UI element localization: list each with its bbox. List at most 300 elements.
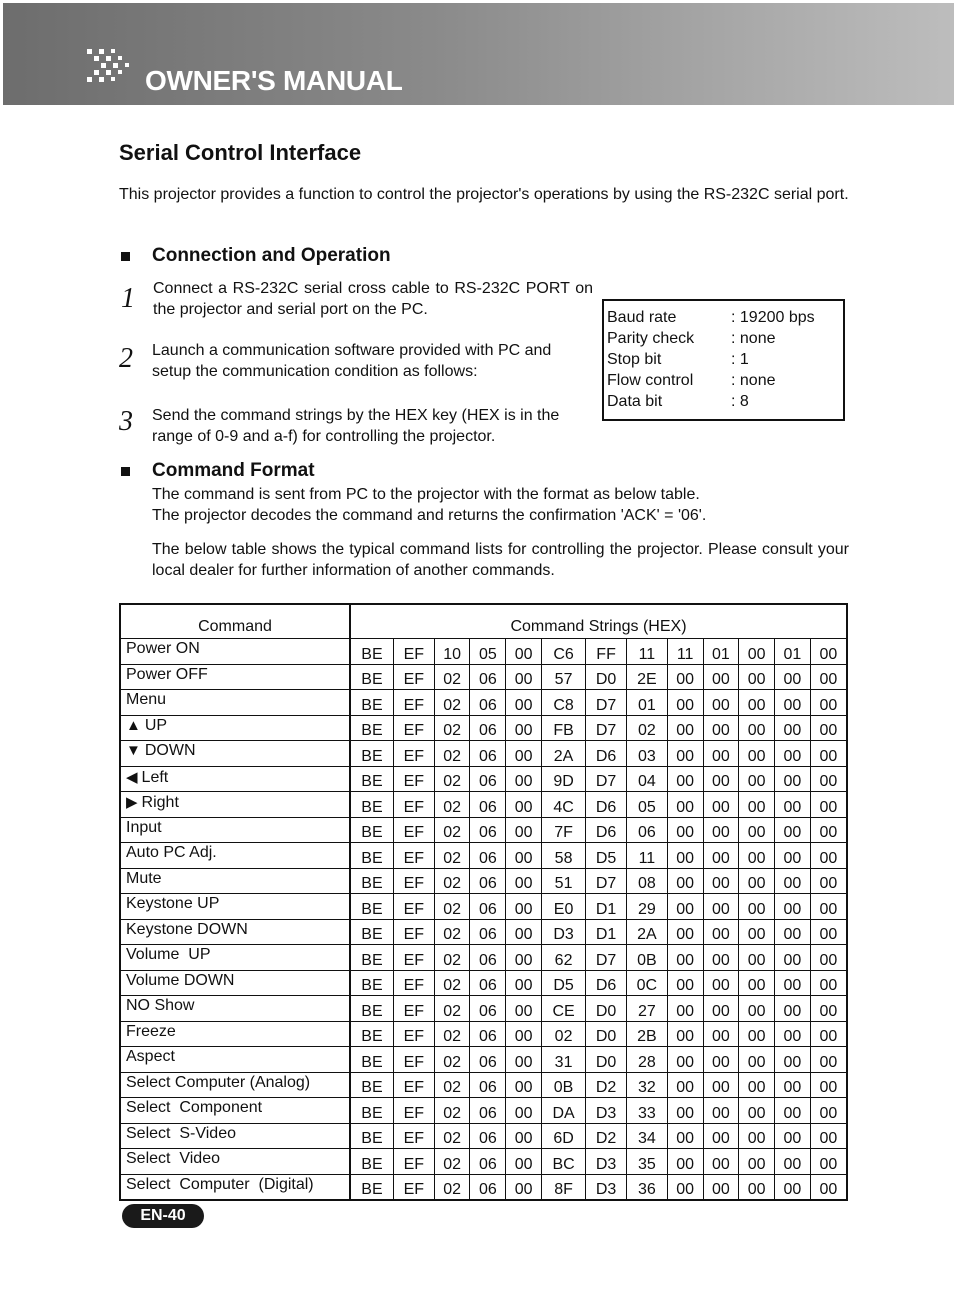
hex-cell: 00 (703, 690, 739, 716)
hex-cell: 00 (739, 792, 775, 818)
step-number: 2 (119, 343, 133, 374)
hex-cell: 00 (775, 715, 811, 741)
hex-cell: 00 (810, 1098, 847, 1124)
hex-cell: 00 (775, 945, 811, 971)
command-name: Volume DOWN (126, 971, 235, 989)
command-name: Power OFF (126, 665, 208, 683)
hex-cell: 00 (810, 639, 847, 665)
hex-cell: 02 (541, 1021, 585, 1047)
hex-cell: 00 (703, 894, 739, 920)
setting-key: Baud rate (607, 309, 677, 326)
hex-cell: BE (350, 690, 393, 716)
hex-cell: 00 (506, 970, 542, 996)
command-name-cell (120, 1123, 350, 1149)
command-name-cell (120, 766, 350, 792)
hex-cell: EF (393, 792, 434, 818)
arrow-icon: ◀ (126, 768, 138, 786)
hex-cell: EF (393, 843, 434, 869)
hex-cell: 27 (626, 996, 667, 1022)
hex-cell: 00 (667, 817, 703, 843)
hex-cell: 00 (667, 1149, 703, 1175)
hex-cell: EF (393, 664, 434, 690)
hex-cell: 8F (541, 1174, 585, 1200)
hex-cell: EF (393, 766, 434, 792)
arrow-icon: ▲ (126, 716, 141, 734)
setting-key: Data bit (607, 393, 663, 410)
hex-cell: 00 (810, 1047, 847, 1073)
hex-cell: EF (393, 1072, 434, 1098)
setting-value: : 1 (731, 351, 749, 368)
table-row (120, 690, 847, 716)
command-name-cell (120, 792, 350, 818)
step-text: Connect a RS-232C serial cross cable to RS-232C PORT on the projector and serial port on the PC. (153, 280, 593, 318)
hex-cell: D6 (586, 792, 627, 818)
communication-settings-box (602, 299, 845, 421)
hex-cell: 00 (739, 1021, 775, 1047)
hex-cell: 00 (810, 792, 847, 818)
hex-cell: 00 (506, 792, 542, 818)
hex-cell: 00 (703, 792, 739, 818)
hex-cell: 00 (667, 919, 703, 945)
hex-cell: 00 (703, 970, 739, 996)
command-name: Select Component (126, 1099, 263, 1116)
hex-cell: FB (541, 715, 585, 741)
hex-cell: 00 (667, 1047, 703, 1073)
hex-cell: 00 (775, 1098, 811, 1124)
hex-cell: D7 (586, 690, 627, 716)
hex-cell: EF (393, 1047, 434, 1073)
hex-cell: 02 (434, 741, 470, 767)
hex-cell: 06 (470, 766, 506, 792)
hex-cell: 00 (810, 1149, 847, 1175)
hex-cell: 00 (775, 792, 811, 818)
hex-cell: 00 (703, 741, 739, 767)
table-row (120, 792, 847, 818)
hex-cell: 0B (541, 1072, 585, 1098)
arrow-icon: ▼ (126, 742, 141, 759)
hex-cell: 11 (667, 639, 703, 665)
hex-cell: D6 (586, 741, 627, 767)
hex-cell: 02 (434, 945, 470, 971)
hex-cell: BE (350, 766, 393, 792)
bullet-square-icon (121, 252, 130, 261)
hex-cell: 00 (506, 1047, 542, 1073)
hex-cell: 29 (626, 894, 667, 920)
hex-cell: 06 (470, 1174, 506, 1200)
hex-cell: D3 (586, 1174, 627, 1200)
hex-cell: 02 (434, 1098, 470, 1124)
hex-cell: 00 (775, 690, 811, 716)
hex-cell: 00 (810, 996, 847, 1022)
hex-cell: 00 (667, 792, 703, 818)
hex-cell: EF (393, 945, 434, 971)
command-table (119, 603, 848, 1201)
hex-cell: 00 (775, 1123, 811, 1149)
hex-cell: 00 (810, 919, 847, 945)
hex-cell: 00 (667, 970, 703, 996)
hex-cell: 06 (470, 792, 506, 818)
hex-cell: 00 (667, 1174, 703, 1200)
hex-cell: 00 (506, 766, 542, 792)
hex-cell: 00 (775, 741, 811, 767)
command-name: Auto PC Adj. (126, 844, 217, 861)
setting-row (607, 328, 843, 349)
hex-cell: 02 (434, 894, 470, 920)
hex-cell: D1 (586, 919, 627, 945)
hex-cell: 00 (703, 664, 739, 690)
command-name-cell (120, 690, 350, 716)
hex-cell: BE (350, 1072, 393, 1098)
hex-cell: 00 (739, 996, 775, 1022)
table-row (120, 868, 847, 894)
hex-cell: 00 (506, 1123, 542, 1149)
hex-cell: 06 (470, 817, 506, 843)
hex-cell: 00 (739, 843, 775, 869)
command-name: Left (141, 768, 169, 786)
hex-cell: 06 (470, 690, 506, 716)
hex-cell: 4C (541, 792, 585, 818)
step-number: 3 (119, 406, 133, 437)
hex-cell: 06 (470, 741, 506, 767)
command-name-cell (120, 1174, 350, 1200)
hex-cell: 02 (434, 766, 470, 792)
format-line-1: The command is sent from PC to the projector with the format as below table. (152, 486, 700, 503)
command-name-cell (120, 639, 350, 665)
format-line-2: The projector decodes the command and returns the confirmation 'ACK' = '06'. (152, 507, 707, 524)
hex-cell: 00 (506, 1174, 542, 1200)
hex-cell: 00 (703, 1123, 739, 1149)
hex-cell: 58 (541, 843, 585, 869)
hex-cell: 00 (810, 690, 847, 716)
hex-cell: D5 (586, 843, 627, 869)
table-row (120, 1021, 847, 1047)
command-name: Select S-Video (126, 1124, 236, 1142)
hex-cell: 06 (470, 919, 506, 945)
hex-cell: 00 (667, 690, 703, 716)
hex-cell: 00 (775, 970, 811, 996)
hex-cell: 00 (739, 1149, 775, 1175)
hex-cell: 02 (434, 843, 470, 869)
hex-cell: 00 (667, 1123, 703, 1149)
setting-value: : none (731, 372, 776, 389)
hex-cell: 00 (667, 996, 703, 1022)
hex-cell: 08 (626, 868, 667, 894)
hex-cell: 00 (506, 996, 542, 1022)
command-name-cell (120, 945, 350, 971)
step-number: 1 (121, 283, 135, 314)
hex-cell: 06 (470, 1021, 506, 1047)
hex-cell: 00 (810, 868, 847, 894)
hex-cell: 00 (739, 1123, 775, 1149)
hex-cell: BE (350, 664, 393, 690)
hex-cell: 00 (506, 945, 542, 971)
command-name-cell (120, 894, 350, 920)
hex-cell: 05 (470, 639, 506, 665)
command-table-body (120, 639, 847, 1201)
table-row (120, 639, 847, 665)
command-name-cell (120, 1149, 350, 1175)
step-text: Send the command strings by the HEX key (HEX is in the range of 0-9 and a-f) for controlling the projector. (152, 407, 560, 445)
hex-cell: 02 (434, 1047, 470, 1073)
hex-cell: 2B (626, 1021, 667, 1047)
command-name: Aspect (126, 1048, 175, 1065)
hex-cell: D0 (586, 1047, 627, 1073)
hex-cell: BE (350, 996, 393, 1022)
hex-cell: EF (393, 817, 434, 843)
setting-value: : none (731, 330, 776, 347)
arrow-icon: ▶ (126, 794, 138, 811)
page-header (3, 3, 954, 105)
hex-cell: 04 (626, 766, 667, 792)
command-name-cell (120, 970, 350, 996)
hex-cell: 02 (434, 1123, 470, 1149)
hex-cell: 00 (739, 919, 775, 945)
hex-cell: 06 (470, 970, 506, 996)
table-row (120, 1174, 847, 1200)
setting-row (607, 391, 843, 412)
page-number-badge: EN-40 (122, 1204, 204, 1228)
hex-cell: 11 (626, 843, 667, 869)
table-row (120, 1098, 847, 1124)
hex-cell: 32 (626, 1072, 667, 1098)
hex-cell: 06 (470, 945, 506, 971)
hex-cell: D2 (586, 1072, 627, 1098)
hex-cell: EF (393, 894, 434, 920)
hex-cell: 51 (541, 868, 585, 894)
hex-cell: 36 (626, 1174, 667, 1200)
hex-cell: 03 (626, 741, 667, 767)
hex-cell: 00 (810, 1072, 847, 1098)
hex-cell: 00 (506, 715, 542, 741)
hex-cell: 02 (434, 664, 470, 690)
command-name-cell (120, 843, 350, 869)
command-name: Keystone UP (126, 895, 220, 912)
hex-cell: 00 (775, 919, 811, 945)
header-command: Command (120, 604, 350, 639)
hex-cell: 00 (506, 843, 542, 869)
hex-cell: 06 (470, 1149, 506, 1175)
hex-cell: 02 (434, 817, 470, 843)
hex-cell: 00 (703, 919, 739, 945)
hex-cell: 06 (470, 996, 506, 1022)
setting-key: Stop bit (607, 351, 662, 368)
command-format-heading: Command Format (152, 460, 315, 481)
command-name: Freeze (126, 1022, 176, 1040)
hex-cell: 11 (626, 639, 667, 665)
hex-cell: D7 (586, 868, 627, 894)
table-row (120, 1047, 847, 1073)
hex-cell: D7 (586, 766, 627, 792)
hex-cell: 00 (739, 639, 775, 665)
hex-cell: 02 (434, 970, 470, 996)
table-row (120, 817, 847, 843)
command-name-cell (120, 919, 350, 945)
hex-cell: 10 (434, 639, 470, 665)
hex-cell: 00 (810, 894, 847, 920)
hex-cell: 00 (810, 970, 847, 996)
hex-cell: D3 (541, 919, 585, 945)
hex-cell: 00 (667, 766, 703, 792)
table-row (120, 766, 847, 792)
hex-cell: 00 (506, 1021, 542, 1047)
hex-cell: 00 (703, 715, 739, 741)
hex-cell: 00 (667, 664, 703, 690)
hex-cell: 00 (739, 1047, 775, 1073)
table-row (120, 894, 847, 920)
hex-cell: BE (350, 715, 393, 741)
table-row (120, 664, 847, 690)
table-row (120, 715, 847, 741)
hex-cell: 00 (703, 1021, 739, 1047)
command-name-cell (120, 664, 350, 690)
hex-cell: 00 (775, 664, 811, 690)
hex-cell: 00 (667, 741, 703, 767)
command-name-cell (120, 1072, 350, 1098)
command-name: Volume UP (126, 946, 211, 963)
hex-cell: 00 (739, 766, 775, 792)
hex-cell: BE (350, 945, 393, 971)
hex-cell: 00 (506, 1098, 542, 1124)
command-name: Menu (126, 691, 167, 708)
command-name: UP (144, 716, 168, 734)
hex-cell: 06 (470, 664, 506, 690)
hex-cell: FF (586, 639, 627, 665)
hex-cell: 00 (506, 868, 542, 894)
hex-cell: 00 (739, 945, 775, 971)
hex-cell: 00 (667, 1072, 703, 1098)
hex-cell: EF (393, 1021, 434, 1047)
hex-cell: 00 (703, 1072, 739, 1098)
hex-cell: 06 (470, 1072, 506, 1098)
hex-cell: 00 (739, 970, 775, 996)
hex-cell: 00 (667, 868, 703, 894)
hex-cell: 00 (506, 817, 542, 843)
hex-cell: 00 (506, 741, 542, 767)
command-name: Select Computer (Digital) (126, 1175, 314, 1193)
hex-cell: 00 (775, 868, 811, 894)
command-name-cell (120, 996, 350, 1022)
hex-cell: 06 (470, 868, 506, 894)
hex-cell: 2E (626, 664, 667, 690)
hex-cell: 00 (703, 1098, 739, 1124)
hex-cell: EF (393, 690, 434, 716)
hex-cell: 00 (506, 690, 542, 716)
table-row (120, 741, 847, 767)
hex-cell: 00 (703, 1149, 739, 1175)
hex-cell: 02 (434, 996, 470, 1022)
hex-cell: 00 (775, 817, 811, 843)
hex-cell: BE (350, 1174, 393, 1200)
hex-cell: D7 (586, 715, 627, 741)
hex-cell: 02 (434, 919, 470, 945)
hex-cell: D0 (586, 996, 627, 1022)
setting-row (607, 307, 843, 328)
table-row (120, 1149, 847, 1175)
hex-cell: 00 (775, 843, 811, 869)
hex-cell: 6D (541, 1123, 585, 1149)
hex-cell: 00 (775, 1149, 811, 1175)
setting-row (607, 370, 843, 391)
hex-cell: DA (541, 1098, 585, 1124)
hex-cell: D0 (586, 664, 627, 690)
command-name-cell (120, 1098, 350, 1124)
hex-cell: 00 (775, 996, 811, 1022)
hex-cell: 00 (703, 1174, 739, 1200)
hex-cell: BE (350, 741, 393, 767)
hex-cell: 00 (703, 817, 739, 843)
hex-cell: 00 (667, 843, 703, 869)
hex-cell: 9D (541, 766, 585, 792)
hex-cell: 00 (667, 945, 703, 971)
hex-cell: D7 (586, 945, 627, 971)
hex-cell: 00 (667, 1021, 703, 1047)
command-name: Mute (126, 869, 162, 887)
hex-cell: EF (393, 1174, 434, 1200)
hex-cell: 00 (739, 664, 775, 690)
hex-cell: 01 (626, 690, 667, 716)
hex-cell: 00 (703, 1047, 739, 1073)
setting-key: Parity check (607, 330, 695, 347)
hex-cell: 00 (506, 1072, 542, 1098)
hex-cell: 00 (739, 741, 775, 767)
hex-cell: 00 (810, 843, 847, 869)
hex-cell: 00 (810, 664, 847, 690)
hex-cell: 00 (739, 894, 775, 920)
hex-cell: 00 (775, 1047, 811, 1073)
hex-cell: 00 (810, 1174, 847, 1200)
hex-cell: 00 (506, 1149, 542, 1175)
setting-key: Flow control (607, 372, 694, 389)
hex-cell: 00 (667, 1098, 703, 1124)
table-row (120, 919, 847, 945)
hex-cell: BE (350, 894, 393, 920)
hex-cell: D0 (586, 1021, 627, 1047)
hex-cell: 00 (667, 894, 703, 920)
hex-cell: 00 (739, 1174, 775, 1200)
hex-cell: 00 (739, 817, 775, 843)
command-name-cell (120, 1047, 350, 1073)
hex-cell: 00 (506, 639, 542, 665)
bullet-square-icon (121, 467, 130, 476)
hex-cell: BE (350, 843, 393, 869)
hex-cell: BE (350, 639, 393, 665)
hex-cell: C8 (541, 690, 585, 716)
hex-cell: 00 (703, 945, 739, 971)
hex-cell: D3 (586, 1149, 627, 1175)
hex-cell: D2 (586, 1123, 627, 1149)
hex-cell: 00 (739, 1072, 775, 1098)
chevron-logo-icon (85, 47, 131, 93)
hex-cell: 00 (739, 868, 775, 894)
manual-title: OWNER'S MANUAL (145, 65, 403, 96)
hex-cell: 02 (434, 1021, 470, 1047)
hex-cell: BE (350, 1149, 393, 1175)
hex-cell: EF (393, 741, 434, 767)
hex-cell: 05 (626, 792, 667, 818)
hex-cell: 02 (626, 715, 667, 741)
hex-cell: 06 (470, 1123, 506, 1149)
hex-cell: E0 (541, 894, 585, 920)
hex-cell: 34 (626, 1123, 667, 1149)
command-name: Power ON (126, 640, 200, 657)
hex-cell: 06 (470, 843, 506, 869)
command-name: Keystone DOWN (126, 920, 248, 938)
hex-cell: C6 (541, 639, 585, 665)
hex-cell: BE (350, 792, 393, 818)
hex-cell: 00 (703, 996, 739, 1022)
hex-cell: 0B (626, 945, 667, 971)
table-row (120, 970, 847, 996)
